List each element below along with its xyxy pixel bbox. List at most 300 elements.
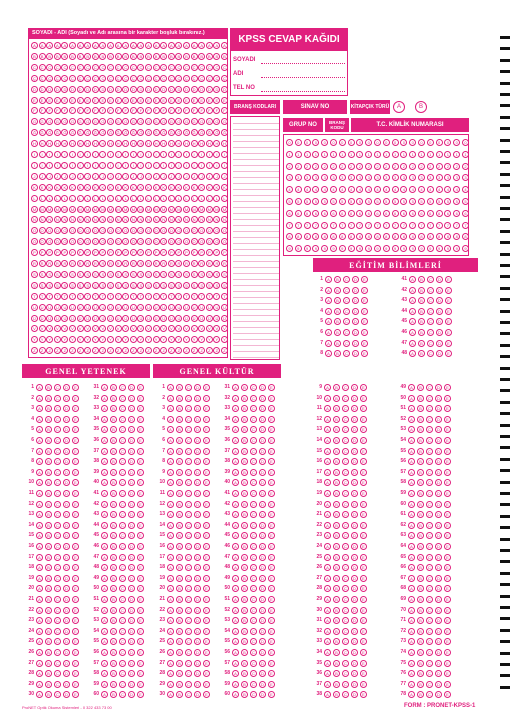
answer-bubble[interactable]: B <box>417 617 424 624</box>
answer-bubble[interactable]: B <box>333 585 340 592</box>
letter-bubble[interactable]: T <box>31 293 38 300</box>
letter-bubble[interactable]: J <box>145 173 152 180</box>
digit-bubble[interactable]: 8 <box>356 233 363 240</box>
answer-bubble[interactable]: C <box>426 479 433 486</box>
answer-bubble[interactable]: A <box>167 649 174 656</box>
answer-bubble[interactable]: C <box>54 554 61 561</box>
answer-bubble[interactable]: C <box>119 384 126 391</box>
answer-bubble[interactable]: A <box>167 416 174 423</box>
letter-bubble[interactable]: Ü <box>160 315 167 322</box>
letter-bubble[interactable]: A <box>130 42 137 49</box>
answer-bubble[interactable]: A <box>167 458 174 465</box>
letter-bubble[interactable]: G <box>48 119 52 125</box>
letter-bubble[interactable]: C <box>122 64 129 71</box>
answer-bubble[interactable]: E <box>203 554 210 561</box>
letter-bubble[interactable]: Ü <box>107 315 114 322</box>
letter-bubble[interactable]: Z <box>54 347 61 354</box>
answer-bubble[interactable]: D <box>63 426 70 433</box>
letter-bubble[interactable]: R <box>69 260 76 267</box>
letter-bubble[interactable]: Ç <box>191 75 198 82</box>
answer-bubble[interactable]: C <box>426 511 433 518</box>
answer-bubble[interactable]: C <box>185 405 192 412</box>
letter-bubble[interactable]: Ş <box>39 282 46 289</box>
answer-bubble[interactable]: A <box>232 638 239 645</box>
letter-bubble[interactable]: A <box>221 42 228 49</box>
letter-bubble[interactable]: G <box>86 119 90 125</box>
letter-bubble[interactable]: Y <box>213 336 220 343</box>
answer-bubble[interactable]: D <box>128 628 135 635</box>
letter-bubble[interactable]: M <box>108 206 113 212</box>
letter-bubble[interactable]: Ş <box>61 282 68 289</box>
answer-bubble[interactable]: E <box>444 426 451 433</box>
answer-bubble[interactable]: D <box>351 501 358 508</box>
answer-bubble[interactable]: A <box>36 638 43 645</box>
letter-bubble[interactable]: V <box>77 325 84 332</box>
digit-bubble[interactable]: 9 <box>462 245 469 252</box>
answer-bubble[interactable]: B <box>333 490 340 497</box>
answer-bubble[interactable]: E <box>137 543 144 550</box>
answer-bubble[interactable]: D <box>128 638 135 645</box>
answer-bubble[interactable]: A <box>408 479 415 486</box>
answer-bubble[interactable]: E <box>444 416 451 423</box>
answer-bubble[interactable]: E <box>444 532 451 539</box>
answer-bubble[interactable]: E <box>268 543 275 550</box>
letter-bubble[interactable]: N <box>31 216 38 223</box>
letter-bubble[interactable]: H <box>115 140 122 147</box>
answer-bubble[interactable]: C <box>185 564 192 571</box>
letter-bubble[interactable]: G <box>146 119 151 125</box>
answer-bubble[interactable]: D <box>351 458 358 465</box>
answer-bubble[interactable]: D <box>194 564 201 571</box>
answer-bubble[interactable]: D <box>194 638 201 645</box>
letter-bubble[interactable]: M <box>154 206 158 212</box>
answer-bubble[interactable]: A <box>408 628 415 635</box>
letter-bubble[interactable]: İ <box>145 162 152 169</box>
answer-bubble[interactable]: C <box>426 585 433 592</box>
digit-bubble[interactable]: 2 <box>444 163 451 170</box>
digit-bubble[interactable]: 1 <box>462 151 469 158</box>
digit-bubble[interactable]: 2 <box>321 163 328 170</box>
letter-bubble[interactable]: M <box>146 206 151 212</box>
answer-bubble[interactable]: A <box>408 395 415 402</box>
answer-bubble[interactable]: D <box>259 479 266 486</box>
answer-bubble[interactable]: E <box>72 405 79 412</box>
digit-bubble[interactable]: 4 <box>365 186 372 193</box>
letter-bubble[interactable]: H <box>61 140 68 147</box>
answer-bubble[interactable]: B <box>417 649 424 656</box>
answer-bubble[interactable]: A <box>167 681 174 688</box>
answer-bubble[interactable]: C <box>426 426 433 433</box>
answer-bubble[interactable]: A <box>232 670 239 677</box>
digit-bubble[interactable]: 8 <box>321 233 328 240</box>
digit-bubble[interactable]: 3 <box>418 174 425 181</box>
letter-bubble[interactable]: Ö <box>131 239 135 245</box>
letter-bubble[interactable]: B <box>221 53 228 60</box>
answer-bubble[interactable]: A <box>101 596 108 603</box>
answer-bubble[interactable]: A <box>324 670 331 677</box>
answer-bubble[interactable]: E <box>444 448 451 455</box>
answer-bubble[interactable]: D <box>194 511 201 518</box>
answer-bubble[interactable]: A <box>324 490 331 497</box>
digit-bubble[interactable]: 4 <box>453 186 460 193</box>
answer-bubble[interactable]: B <box>418 308 425 315</box>
digit-bubble[interactable]: 3 <box>462 174 469 181</box>
letter-bubble[interactable]: Y <box>46 336 53 343</box>
digit-bubble[interactable]: 7 <box>418 222 425 229</box>
digit-bubble[interactable]: 4 <box>286 186 293 193</box>
answer-bubble[interactable]: E <box>360 532 367 539</box>
answer-bubble[interactable]: C <box>426 575 433 582</box>
letter-bubble[interactable]: Y <box>206 336 213 343</box>
letter-bubble[interactable]: L <box>206 195 213 202</box>
letter-bubble[interactable]: F <box>107 107 114 114</box>
letter-bubble[interactable]: Y <box>168 336 175 343</box>
answer-bubble[interactable]: D <box>128 575 135 582</box>
answer-bubble[interactable]: D <box>351 532 358 539</box>
letter-bubble[interactable]: E <box>31 97 38 104</box>
answer-bubble[interactable]: C <box>342 596 349 603</box>
letter-bubble[interactable]: R <box>54 260 61 267</box>
letter-bubble[interactable]: S <box>69 271 76 278</box>
letter-bubble[interactable]: Ş <box>137 282 144 289</box>
digit-bubble[interactable]: 4 <box>356 186 363 193</box>
letter-bubble[interactable]: T <box>61 293 68 300</box>
answer-bubble[interactable]: D <box>194 448 201 455</box>
letter-bubble[interactable]: B <box>175 53 182 60</box>
letter-bubble[interactable]: Ö <box>93 239 97 245</box>
answer-bubble[interactable]: A <box>167 543 174 550</box>
letter-bubble[interactable]: O <box>169 228 173 234</box>
letter-bubble[interactable]: Ğ <box>86 130 90 136</box>
letter-bubble[interactable]: A <box>99 42 106 49</box>
answer-bubble[interactable]: A <box>324 416 331 423</box>
answer-bubble[interactable]: B <box>417 479 424 486</box>
answer-bubble[interactable]: E <box>360 628 367 635</box>
answer-bubble[interactable]: E <box>444 501 451 508</box>
letter-bubble[interactable]: R <box>198 260 205 267</box>
letter-bubble[interactable]: L <box>84 195 91 202</box>
digit-bubble[interactable]: 3 <box>348 174 355 181</box>
answer-bubble[interactable]: A <box>232 437 239 444</box>
letter-bubble[interactable]: Ğ <box>48 130 52 136</box>
letter-bubble[interactable]: Ğ <box>192 130 196 136</box>
letter-bubble[interactable]: V <box>69 325 76 332</box>
letter-bubble[interactable]: N <box>221 216 228 223</box>
letter-bubble[interactable]: Ç <box>31 75 38 82</box>
answer-bubble[interactable]: D <box>435 532 442 539</box>
letter-bubble[interactable]: Ü <box>77 315 84 322</box>
answer-bubble[interactable]: A <box>36 564 43 571</box>
letter-bubble[interactable]: D <box>115 86 122 93</box>
letter-bubble[interactable]: K <box>69 184 76 191</box>
answer-bubble[interactable]: D <box>63 490 70 497</box>
answer-bubble[interactable]: E <box>203 405 210 412</box>
answer-bubble[interactable]: D <box>63 638 70 645</box>
answer-bubble[interactable]: D <box>128 479 135 486</box>
answer-bubble[interactable]: B <box>110 384 117 391</box>
letter-bubble[interactable]: I <box>46 151 53 158</box>
digit-bubble[interactable]: 2 <box>427 163 434 170</box>
answer-bubble[interactable]: B <box>176 638 183 645</box>
letter-bubble[interactable]: N <box>213 216 220 223</box>
answer-bubble[interactable]: E <box>360 691 367 698</box>
letter-bubble[interactable]: U <box>77 304 84 311</box>
answer-bubble[interactable]: A <box>101 522 108 529</box>
letter-bubble[interactable]: L <box>213 195 220 202</box>
answer-bubble[interactable]: D <box>128 607 135 614</box>
digit-bubble[interactable]: 8 <box>418 233 425 240</box>
answer-bubble[interactable]: D <box>352 318 359 325</box>
letter-bubble[interactable]: Ü <box>92 315 99 322</box>
letter-bubble[interactable]: S <box>122 271 129 278</box>
answer-bubble[interactable]: E <box>268 670 275 677</box>
answer-bubble[interactable]: E <box>444 585 451 592</box>
letter-bubble[interactable]: V <box>221 325 228 332</box>
digit-bubble[interactable]: 4 <box>427 186 434 193</box>
letter-bubble[interactable]: I <box>206 151 213 158</box>
answer-bubble[interactable]: C <box>119 691 126 698</box>
letter-bubble[interactable]: C <box>61 64 68 71</box>
letter-bubble[interactable]: F <box>175 107 182 114</box>
answer-bubble[interactable]: B <box>176 469 183 476</box>
answer-bubble[interactable]: D <box>128 564 135 571</box>
answer-bubble[interactable]: B <box>176 628 183 635</box>
answer-bubble[interactable]: D <box>259 638 266 645</box>
letter-bubble[interactable]: U <box>191 304 198 311</box>
letter-bubble[interactable]: R <box>77 260 84 267</box>
letter-bubble[interactable]: N <box>39 216 46 223</box>
digit-bubble[interactable]: 2 <box>348 163 355 170</box>
digit-bubble[interactable]: 9 <box>436 245 443 252</box>
answer-bubble[interactable]: D <box>259 437 266 444</box>
answer-bubble[interactable]: D <box>259 458 266 465</box>
answer-bubble[interactable]: E <box>268 416 275 423</box>
letter-bubble[interactable]: U <box>153 304 160 311</box>
letter-bubble[interactable]: J <box>213 173 220 180</box>
answer-bubble[interactable]: A <box>325 308 332 315</box>
answer-bubble[interactable]: C <box>250 617 257 624</box>
answer-bubble[interactable]: D <box>128 501 135 508</box>
answer-bubble[interactable]: E <box>72 649 79 656</box>
letter-bubble[interactable]: S <box>160 271 167 278</box>
letter-bubble[interactable]: B <box>115 53 122 60</box>
answer-bubble[interactable]: A <box>232 469 239 476</box>
answer-bubble[interactable]: E <box>203 448 210 455</box>
answer-bubble[interactable]: D <box>63 437 70 444</box>
letter-bubble[interactable]: J <box>69 173 76 180</box>
letter-bubble[interactable]: Y <box>77 336 84 343</box>
answer-bubble[interactable]: E <box>268 585 275 592</box>
letter-bubble[interactable]: Ç <box>213 75 220 82</box>
answer-bubble[interactable]: E <box>361 308 368 315</box>
letter-bubble[interactable]: M <box>48 206 52 212</box>
letter-bubble[interactable]: M <box>192 206 196 212</box>
answer-bubble[interactable]: D <box>436 318 443 325</box>
letter-bubble[interactable]: N <box>99 216 106 223</box>
answer-bubble[interactable]: D <box>351 649 358 656</box>
letter-bubble[interactable]: Ö <box>192 239 196 245</box>
answer-bubble[interactable]: D <box>436 329 443 336</box>
answer-bubble[interactable]: C <box>250 585 257 592</box>
answer-bubble[interactable]: D <box>128 649 135 656</box>
letter-bubble[interactable]: Ö <box>101 239 105 245</box>
answer-bubble[interactable]: B <box>333 617 340 624</box>
letter-bubble[interactable]: Ç <box>54 75 61 82</box>
answer-bubble[interactable]: B <box>241 554 248 561</box>
answer-bubble[interactable]: E <box>445 276 452 283</box>
letter-bubble[interactable]: P <box>206 249 213 256</box>
answer-bubble[interactable]: C <box>54 448 61 455</box>
answer-bubble[interactable]: C <box>250 469 257 476</box>
letter-bubble[interactable]: R <box>168 260 175 267</box>
answer-bubble[interactable]: C <box>185 617 192 624</box>
answer-bubble[interactable]: E <box>72 564 79 571</box>
answer-bubble[interactable]: A <box>408 458 415 465</box>
answer-bubble[interactable]: E <box>444 522 451 529</box>
letter-bubble[interactable]: O <box>200 228 204 234</box>
digit-bubble[interactable]: 4 <box>348 186 355 193</box>
letter-bubble[interactable]: Ç <box>107 75 114 82</box>
letter-bubble[interactable]: I <box>122 151 129 158</box>
answer-bubble[interactable]: A <box>408 564 415 571</box>
answer-bubble[interactable]: B <box>417 638 424 645</box>
letter-bubble[interactable]: E <box>84 97 91 104</box>
answer-bubble[interactable]: C <box>427 340 434 347</box>
digit-bubble[interactable]: 5 <box>295 198 302 205</box>
letter-bubble[interactable]: D <box>31 86 38 93</box>
answer-bubble[interactable]: A <box>167 575 174 582</box>
answer-bubble[interactable]: A <box>232 596 239 603</box>
answer-bubble[interactable]: A <box>101 564 108 571</box>
digit-bubble[interactable]: 7 <box>348 222 355 229</box>
letter-bubble[interactable]: P <box>46 249 53 256</box>
letter-bubble[interactable]: H <box>183 140 190 147</box>
answer-bubble[interactable]: D <box>351 617 358 624</box>
letter-bubble[interactable]: Ğ <box>124 130 128 136</box>
digit-bubble[interactable]: 0 <box>400 139 407 146</box>
answer-bubble[interactable]: C <box>426 532 433 539</box>
answer-bubble[interactable]: B <box>417 585 424 592</box>
letter-bubble[interactable]: E <box>168 97 175 104</box>
letter-bubble[interactable]: H <box>160 140 167 147</box>
letter-bubble[interactable]: C <box>213 64 220 71</box>
answer-bubble[interactable]: A <box>232 426 239 433</box>
letter-bubble[interactable]: T <box>183 293 190 300</box>
answer-bubble[interactable]: D <box>128 458 135 465</box>
letter-bubble[interactable]: H <box>107 140 114 147</box>
answer-bubble[interactable]: E <box>361 350 368 357</box>
digit-bubble[interactable]: 9 <box>348 245 355 252</box>
answer-bubble[interactable]: E <box>360 448 367 455</box>
digit-bubble[interactable]: 7 <box>365 222 372 229</box>
answer-bubble[interactable]: D <box>194 543 201 550</box>
letter-bubble[interactable]: N <box>137 216 144 223</box>
answer-bubble[interactable]: C <box>250 638 257 645</box>
letter-bubble[interactable]: N <box>130 216 137 223</box>
letter-bubble[interactable]: L <box>99 195 106 202</box>
answer-bubble[interactable]: A <box>408 501 415 508</box>
digit-bubble[interactable]: 9 <box>312 245 319 252</box>
answer-bubble[interactable]: B <box>417 543 424 550</box>
digit-bubble[interactable]: 7 <box>356 222 363 229</box>
letter-bubble[interactable]: Ğ <box>139 130 143 136</box>
answer-bubble[interactable]: A <box>167 469 174 476</box>
answer-bubble[interactable]: B <box>417 670 424 677</box>
letter-bubble[interactable]: S <box>31 271 38 278</box>
answer-bubble[interactable]: E <box>268 691 275 698</box>
letter-bubble[interactable]: T <box>54 293 61 300</box>
answer-bubble[interactable]: B <box>45 638 52 645</box>
answer-bubble[interactable]: C <box>342 395 349 402</box>
answer-bubble[interactable]: E <box>360 501 367 508</box>
letter-bubble[interactable]: D <box>130 86 137 93</box>
letter-bubble[interactable]: Ö <box>116 239 120 245</box>
answer-bubble[interactable]: E <box>137 628 144 635</box>
letter-bubble[interactable]: K <box>137 184 144 191</box>
answer-bubble[interactable]: C <box>119 426 126 433</box>
answer-bubble[interactable]: E <box>268 437 275 444</box>
digit-bubble[interactable]: 8 <box>304 233 311 240</box>
answer-bubble[interactable]: C <box>426 554 433 561</box>
digit-bubble[interactable]: 0 <box>312 139 319 146</box>
digit-bubble[interactable]: 5 <box>453 198 460 205</box>
letter-bubble[interactable]: Ğ <box>78 130 82 136</box>
answer-bubble[interactable]: B <box>417 511 424 518</box>
letter-bubble[interactable]: L <box>145 195 152 202</box>
answer-bubble[interactable]: C <box>250 458 257 465</box>
digit-bubble[interactable]: 2 <box>453 163 460 170</box>
letter-bubble[interactable]: G <box>40 119 44 125</box>
answer-bubble[interactable]: C <box>250 691 257 698</box>
answer-bubble[interactable]: E <box>268 554 275 561</box>
answer-bubble[interactable]: B <box>45 384 52 391</box>
answer-bubble[interactable]: C <box>185 575 192 582</box>
answer-bubble[interactable]: E <box>268 617 275 624</box>
answer-bubble[interactable]: E <box>72 522 79 529</box>
letter-bubble[interactable]: E <box>122 97 129 104</box>
letter-bubble[interactable]: U <box>198 304 205 311</box>
answer-bubble[interactable]: D <box>128 469 135 476</box>
answer-bubble[interactable]: B <box>241 395 248 402</box>
answer-bubble[interactable]: A <box>167 448 174 455</box>
letter-bubble[interactable]: S <box>54 271 61 278</box>
letter-bubble[interactable]: V <box>122 325 129 332</box>
answer-bubble[interactable]: D <box>128 384 135 391</box>
letter-bubble[interactable]: D <box>183 86 190 93</box>
digit-bubble[interactable]: 6 <box>409 210 416 217</box>
answer-bubble[interactable]: E <box>444 543 451 550</box>
answer-bubble[interactable]: A <box>324 638 331 645</box>
answer-bubble[interactable]: A <box>325 318 332 325</box>
answer-bubble[interactable]: E <box>268 458 275 465</box>
answer-bubble[interactable]: D <box>435 585 442 592</box>
letter-bubble[interactable]: N <box>69 216 76 223</box>
letter-bubble[interactable]: Ç <box>122 75 129 82</box>
answer-bubble[interactable]: E <box>203 617 210 624</box>
letter-bubble[interactable]: J <box>122 173 129 180</box>
answer-bubble[interactable]: B <box>110 554 117 561</box>
letter-bubble[interactable]: U <box>31 304 38 311</box>
answer-bubble[interactable]: B <box>45 479 52 486</box>
letter-bubble[interactable]: I <box>183 151 190 158</box>
letter-bubble[interactable]: S <box>191 271 198 278</box>
letter-bubble[interactable]: Ö <box>55 239 59 245</box>
answer-bubble[interactable]: A <box>408 532 415 539</box>
letter-bubble[interactable]: V <box>99 325 106 332</box>
answer-bubble[interactable]: C <box>54 564 61 571</box>
answer-bubble[interactable]: B <box>176 458 183 465</box>
letter-bubble[interactable]: Ş <box>115 282 122 289</box>
